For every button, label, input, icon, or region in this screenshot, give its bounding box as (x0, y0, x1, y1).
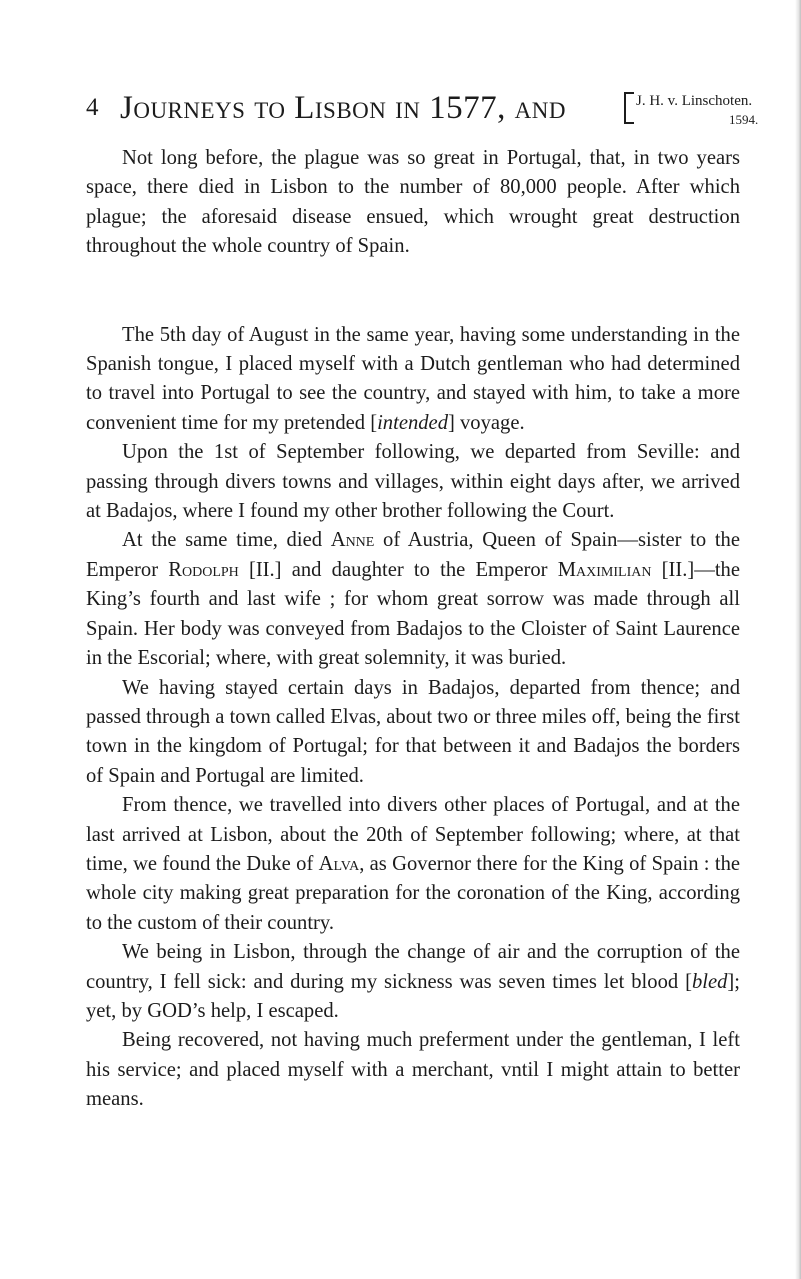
text-run: Being recovered, not having much preferment under the gentleman, I left his service; and placed myself with a merchant, vntil I might attain to better means. (86, 1029, 740, 1111)
text-run: From thence, we travelled into divers other places of Portugal, and at the last arrived at Lisbon, about the 20th of September following; where, at that time, we found the Duke of (86, 794, 740, 875)
paragraph (86, 674, 740, 792)
proper-name: Anne (330, 529, 375, 552)
text-run: Upon the 1st of September following, we departed from Seville: and passing through divers towns and villages, within eight days after, we arrived at Badajos, where I found my other brother following the Court. (86, 441, 740, 523)
text-run: of Austria, Queen of Spain—sister to the Emperor (86, 529, 740, 581)
paragraph (86, 1026, 740, 1114)
paragraph (86, 791, 740, 938)
body-text (86, 144, 740, 1115)
text-run: [II.] and daughter to the Emperor (238, 558, 558, 581)
text-run: The 5th day of August in the same year, having some understanding in the Spanish tongue, I placed myself with a Dutch gentleman who had determined to travel into Portugal to see the country, and stayed with him, to take a more convenient time for my pretended [ (86, 323, 740, 434)
source-author: J. H. v. Linschoten. (636, 93, 753, 109)
text-run: We having stayed certain days in Badajos, departed from thence; and passed through a town called Elvas, about two or three miles off, being the first town in the kingdom of Portugal; for that between it and Badajos the borders of Spain and Portugal are limited. (86, 676, 740, 787)
source-note (624, 90, 764, 130)
running-header (86, 90, 759, 130)
editorial-gloss: intended (377, 411, 448, 434)
paragraph (86, 938, 740, 1026)
paragraph (86, 526, 740, 673)
text-run: ]; yet, by GOD’s help, I escaped. (86, 970, 740, 1022)
paragraph (86, 321, 740, 439)
paragraph (86, 144, 740, 262)
page-edge-shadow (795, 0, 801, 1279)
text-run: [II.]—the King’s fourth and last wife ; for whom great sorrow was made through all Spain. Her body was conveyed from Badajos to the Cloister of Saint Laurence in the Escorial; where, with great solemnity, it was buried. (86, 558, 740, 670)
source-year: 1594. (729, 112, 759, 127)
proper-name: Rodolph (168, 558, 239, 581)
editorial-gloss: bled (691, 970, 728, 993)
bracket-mark (624, 92, 634, 124)
running-title: Journeys to Lisbon in 1577, and (120, 90, 566, 126)
text-run: We being in Lisbon, through the change of air and the corruption of the country, I fell sick: and during my sickness was seven times let blood [ (86, 941, 740, 993)
proper-name: Alva (318, 852, 360, 875)
text-run: , as Governor there for the King of Spain : the whole city making great preparation for the coronation of the King, according to the custom of their country. (86, 852, 741, 934)
text-run: ] voyage. (448, 411, 525, 434)
text-run: At the same time, died (122, 529, 331, 552)
page-number: 4 (86, 94, 99, 121)
proper-name: Maximilian (557, 558, 652, 581)
text-run: Not long before, the plague was so great in Portugal, that, in two years space, there died in Lisbon to the number of 80,000 people. After which plague; the aforesaid disease ensued, which wrought great destruction throughout the whole country of Spain. (86, 147, 740, 258)
paragraph (86, 438, 740, 526)
